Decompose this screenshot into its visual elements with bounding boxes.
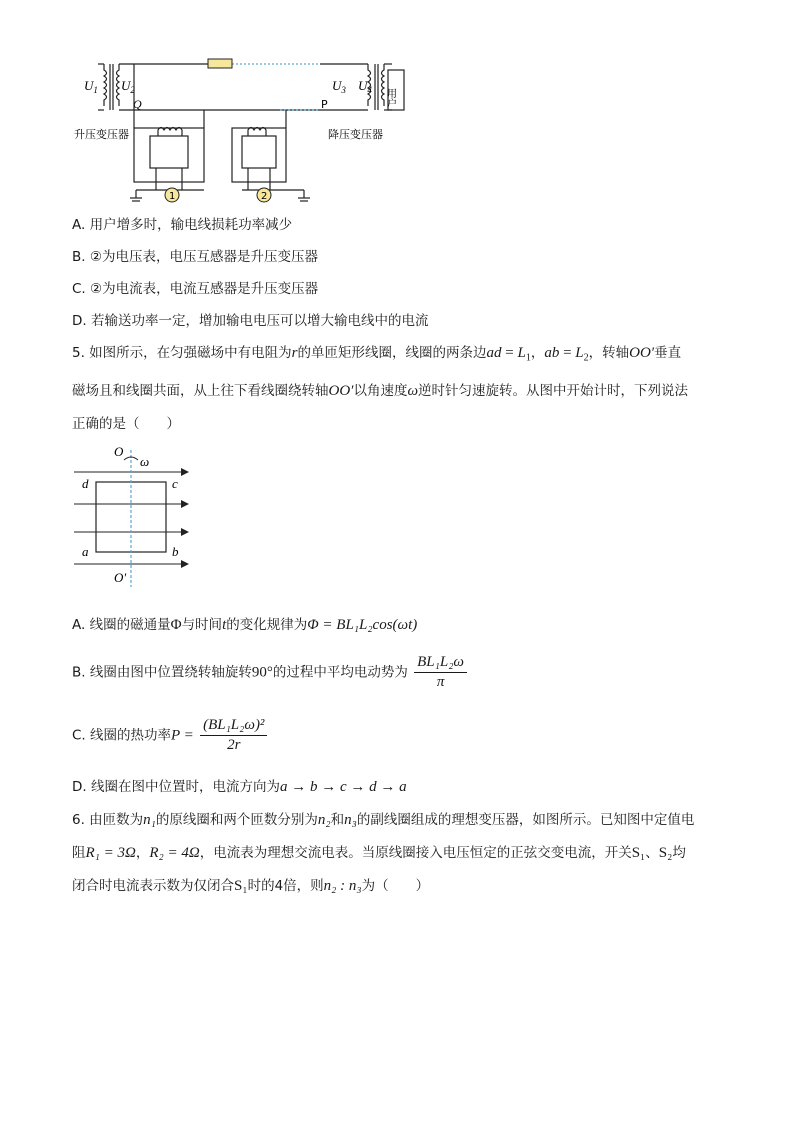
instrument-transformer-2 — [232, 110, 310, 201]
instrument-transformer-1 — [130, 64, 204, 201]
step-up-label: 升压变压器 — [74, 128, 129, 141]
u1-label: $U_1$ — [84, 78, 98, 95]
q5-line-3: 正确的是（ ） — [72, 415, 180, 432]
line-resistor — [208, 59, 232, 68]
q4-option-b: B. ②为电压表，电压互感器是升压变压器 — [72, 249, 318, 265]
q4-option-a: A. 用户增多时，输电线损耗功率减少 — [72, 217, 293, 233]
q5-stem — [72, 337, 722, 441]
q5-option-b: B. 线圈由图中位置绕转轴旋转90°的过程中平均电动势为 $\frac{\text{BL₁L₂ω}}{\pi}$ — [72, 654, 469, 691]
label-b: b — [172, 544, 179, 559]
label-d: d — [82, 476, 89, 491]
label-o: O — [114, 444, 124, 459]
label-c: c — [172, 476, 178, 491]
heat-power-fraction: $\frac{\text{(BL₁L₂ω)²}}{2r}$ — [200, 717, 267, 754]
transmission-circuit-diagram — [70, 50, 420, 210]
q4-option-c: C. ②为电流表，电流互感器是升压变压器 — [72, 281, 319, 297]
q5-option-c: C. 线圈的热功率P = $\frac{\text{(BL₁L₂ω)²}}{2r}$ — [72, 717, 269, 754]
step-down-label: 降压变压器 — [328, 128, 383, 141]
meter-2-label: 2 — [261, 191, 268, 202]
rotation-arrow — [124, 457, 138, 460]
avg-emf-fraction: $\frac{\text{BL₁L₂ω}}{\pi}$ — [414, 654, 467, 691]
q5-line-1: 5. 如图所示，在匀强磁场中有电阻为r的单匝矩形线圈，线圈的两条边ad = $L_1$，ab = $L_2$，转轴OO′垂直 — [72, 345, 682, 364]
label-o-prime: O′ — [114, 570, 127, 585]
q5-option-d: D. 线圈在图中位置时，电流方向为a → b → c → d → a — [72, 779, 407, 795]
q6-stem — [72, 804, 722, 903]
q6-line-3: 闭合时电流表示数为仅闭合S₁时的4倍，则n₂ : n₃为（ ） — [72, 878, 430, 894]
label-omega: ω — [140, 454, 150, 469]
q6-line-1: 6. 由匝数为n₁的原线圈和两个匝数分别为n₂和n₃的副线圈组成的理想变压器，如图所示。已知图中定值电 — [72, 812, 695, 828]
user-label: 用户 — [384, 88, 396, 108]
q4-option-d: D. 若输送功率一定，增加输电电压可以增大输电线中的电流 — [72, 313, 429, 329]
rotating-coil-figure — [72, 442, 202, 590]
u4-label: $U_4$ — [358, 78, 372, 95]
u3-label: $U_3$ — [332, 78, 346, 95]
p-label: P — [321, 98, 328, 111]
label-a: a — [82, 544, 89, 559]
u2-label: $U_2$ — [121, 78, 135, 95]
q6-line-2: 阻R₁ = 3Ω，R₂ = 4Ω，电流表为理想交流电表。当原线圈接入电压恒定的正弦交变电流，开关S₁、S₂均 — [72, 845, 686, 861]
q5-line-2: 磁场且和线圈共面，从上往下看线圈绕转轴OO′以角速度ω逆时针匀速旋转。从图中开始计时，下列说法 — [72, 382, 689, 399]
step-up-transformer — [98, 64, 119, 110]
q-label: Q — [133, 97, 142, 111]
meter-1-label: 1 — [169, 191, 176, 202]
q5-option-a: A. 线圈的磁通量Φ与时间t的变化规律为Φ = BL₁L₂cos(ωt) — [72, 617, 418, 633]
